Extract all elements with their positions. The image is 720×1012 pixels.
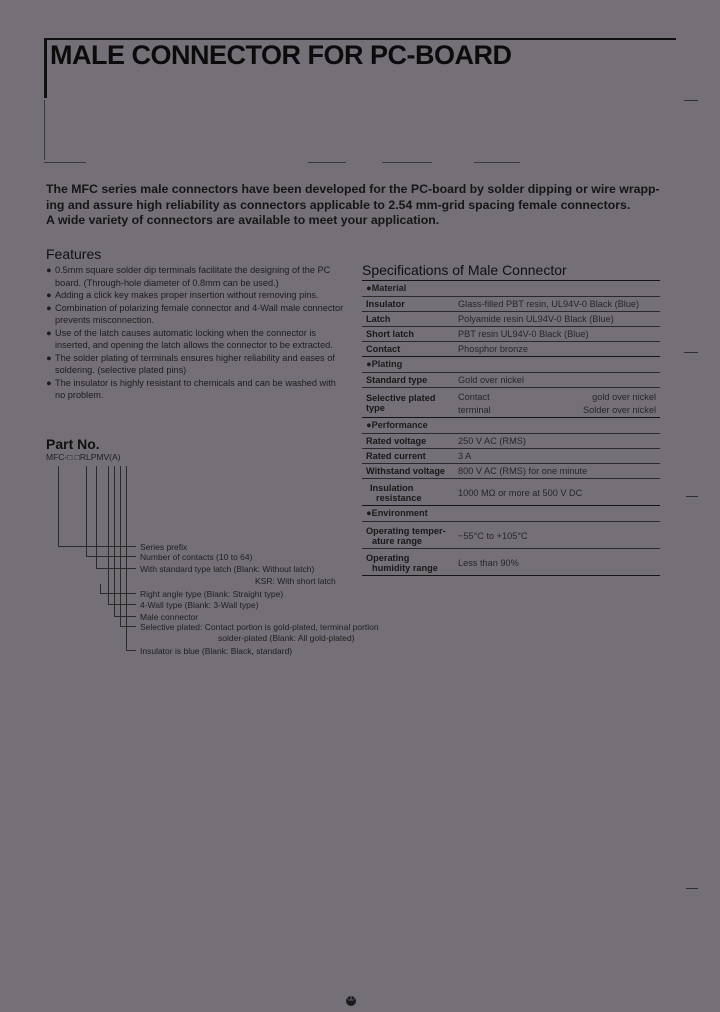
spec-heading: Specifications of Male Connector	[362, 262, 567, 278]
leader-line	[120, 466, 121, 626]
feature-item: ● Adding a click key makes proper insertion without removing pins.	[46, 290, 319, 300]
left-margin-mark	[44, 100, 45, 160]
part-desc: Male connector	[140, 612, 199, 622]
leader-line	[96, 568, 136, 569]
spec-row: Insulation resistance 1000 MΩ or more at 500 V DC	[362, 478, 660, 505]
divider-dash	[382, 162, 432, 163]
spec-row: Standard type Gold over nickel	[362, 372, 660, 387]
page-number: ①	[346, 993, 356, 1004]
leader-line	[114, 466, 115, 616]
spec-group-material: ●Material	[362, 280, 660, 296]
part-desc: Right angle type (Blank: Straight type)	[140, 589, 284, 599]
leader-line	[96, 466, 97, 568]
bullet-icon: ●	[46, 327, 52, 338]
margin-mark	[684, 100, 698, 101]
intro-paragraph	[46, 182, 676, 229]
feature-item: ● The solder plating of terminals ensures higher reliability and eases of soldering. (selective plated pins)	[46, 352, 335, 375]
feature-item: ● Combination of polarizing female connector and 4-Wall male connector prevents misconnection.	[46, 302, 344, 325]
spec-group-environment: ●Environment	[362, 505, 660, 521]
leader-line	[100, 593, 136, 594]
leader-line	[126, 650, 136, 651]
spec-row: Short latch PBT resin UL94V-0 Black (Blue)	[362, 326, 660, 341]
leader-line	[126, 466, 127, 650]
part-number-heading: Part No.	[46, 436, 100, 452]
bullet-icon: ●	[46, 290, 52, 300]
spec-row: Rated voltage 250 V AC (RMS)	[362, 433, 660, 448]
intro-line: ing and assure high reliability as connectors applicable to 2.54 mm-grid spacing female connectors.	[46, 197, 631, 212]
part-desc: solder-plated (Blank: All gold-plated)	[218, 633, 355, 643]
leader-line	[58, 466, 59, 546]
features-list	[46, 264, 346, 402]
title-left-rule	[44, 38, 47, 98]
margin-mark	[686, 888, 698, 889]
leader-line	[114, 616, 136, 617]
leader-line	[120, 626, 136, 627]
margin-mark	[684, 352, 698, 353]
bullet-icon: ●	[46, 352, 52, 363]
spec-table	[362, 262, 660, 576]
spec-row: Rated current 3 A	[362, 448, 660, 463]
feature-item: ● Use of the latch causes automatic locking when the connector is inserted, and opening the latch allows the connector to be extracted.	[46, 327, 333, 350]
spec-group-performance: ●Performance	[362, 417, 660, 433]
spec-row: Insulator Glass-filled PBT resin, UL94V-0 Black (Blue)	[362, 296, 660, 311]
divider-dash	[474, 162, 520, 163]
intro-line: The MFC series male connectors have been developed for the PC-board by solder dipping or wire wrapp-	[46, 182, 660, 196]
bullet-icon: ●	[46, 302, 52, 313]
leader-line	[86, 466, 87, 556]
feature-item: ● The insulator is highly resistant to chemicals and can be washed with no problem.	[46, 377, 336, 400]
intro-line: A wide variety of connectors are available to meet your application.	[46, 213, 440, 227]
part-desc: Series prefix	[140, 542, 188, 552]
spec-row-selective: Selective plated type Contact gold over nickel terminal Solder over nickel	[362, 387, 660, 417]
divider-dash	[308, 162, 346, 163]
spec-row: Latch Polyamide resin UL94V-0 Black (Blue)	[362, 311, 660, 326]
spec-bottom-rule	[362, 575, 660, 576]
part-desc: 4-Wall type (Blank: 3-Wall type)	[140, 600, 259, 610]
spec-row: Withstand voltage 800 V AC (RMS) for one minute	[362, 463, 660, 478]
leader-line	[86, 556, 136, 557]
spec-group-plating: ●Plating	[362, 356, 660, 372]
part-desc: With standard type latch (Blank: Without latch)	[140, 564, 315, 574]
margin-mark	[686, 496, 698, 497]
leader-line	[108, 466, 109, 604]
features-heading: Features	[46, 246, 102, 262]
part-desc: KSR: With short latch	[255, 576, 336, 586]
spec-row: Contact Phosphor bronze	[362, 341, 660, 356]
leader-line	[58, 546, 136, 547]
bullet-icon: ●	[46, 265, 52, 275]
divider-dash	[44, 162, 86, 163]
bullet-icon: ●	[46, 377, 52, 388]
leader-line	[108, 604, 136, 605]
part-desc: Selective plated: Contact portion is gold-plated, terminal portion	[140, 622, 379, 632]
page-title: MALE CONNECTOR FOR PC-BOARD	[50, 40, 512, 70]
part-number-code: MFC-□ □RLPMV(A)	[46, 452, 121, 462]
spec-row: Operating humidity range Less than 90%	[362, 548, 660, 575]
part-desc: Insulator is blue (Blank: Black, standard)	[140, 646, 293, 656]
spec-row: Operating temper- ature range −55°C to +105°C	[362, 521, 660, 548]
feature-item: ● 0.5mm square solder dip terminals facilitate the designing of the PC board. (Through-hole diameter of 0.8mm can be used.)	[46, 265, 331, 288]
part-desc: Number of contacts (10 to 64)	[140, 552, 253, 562]
